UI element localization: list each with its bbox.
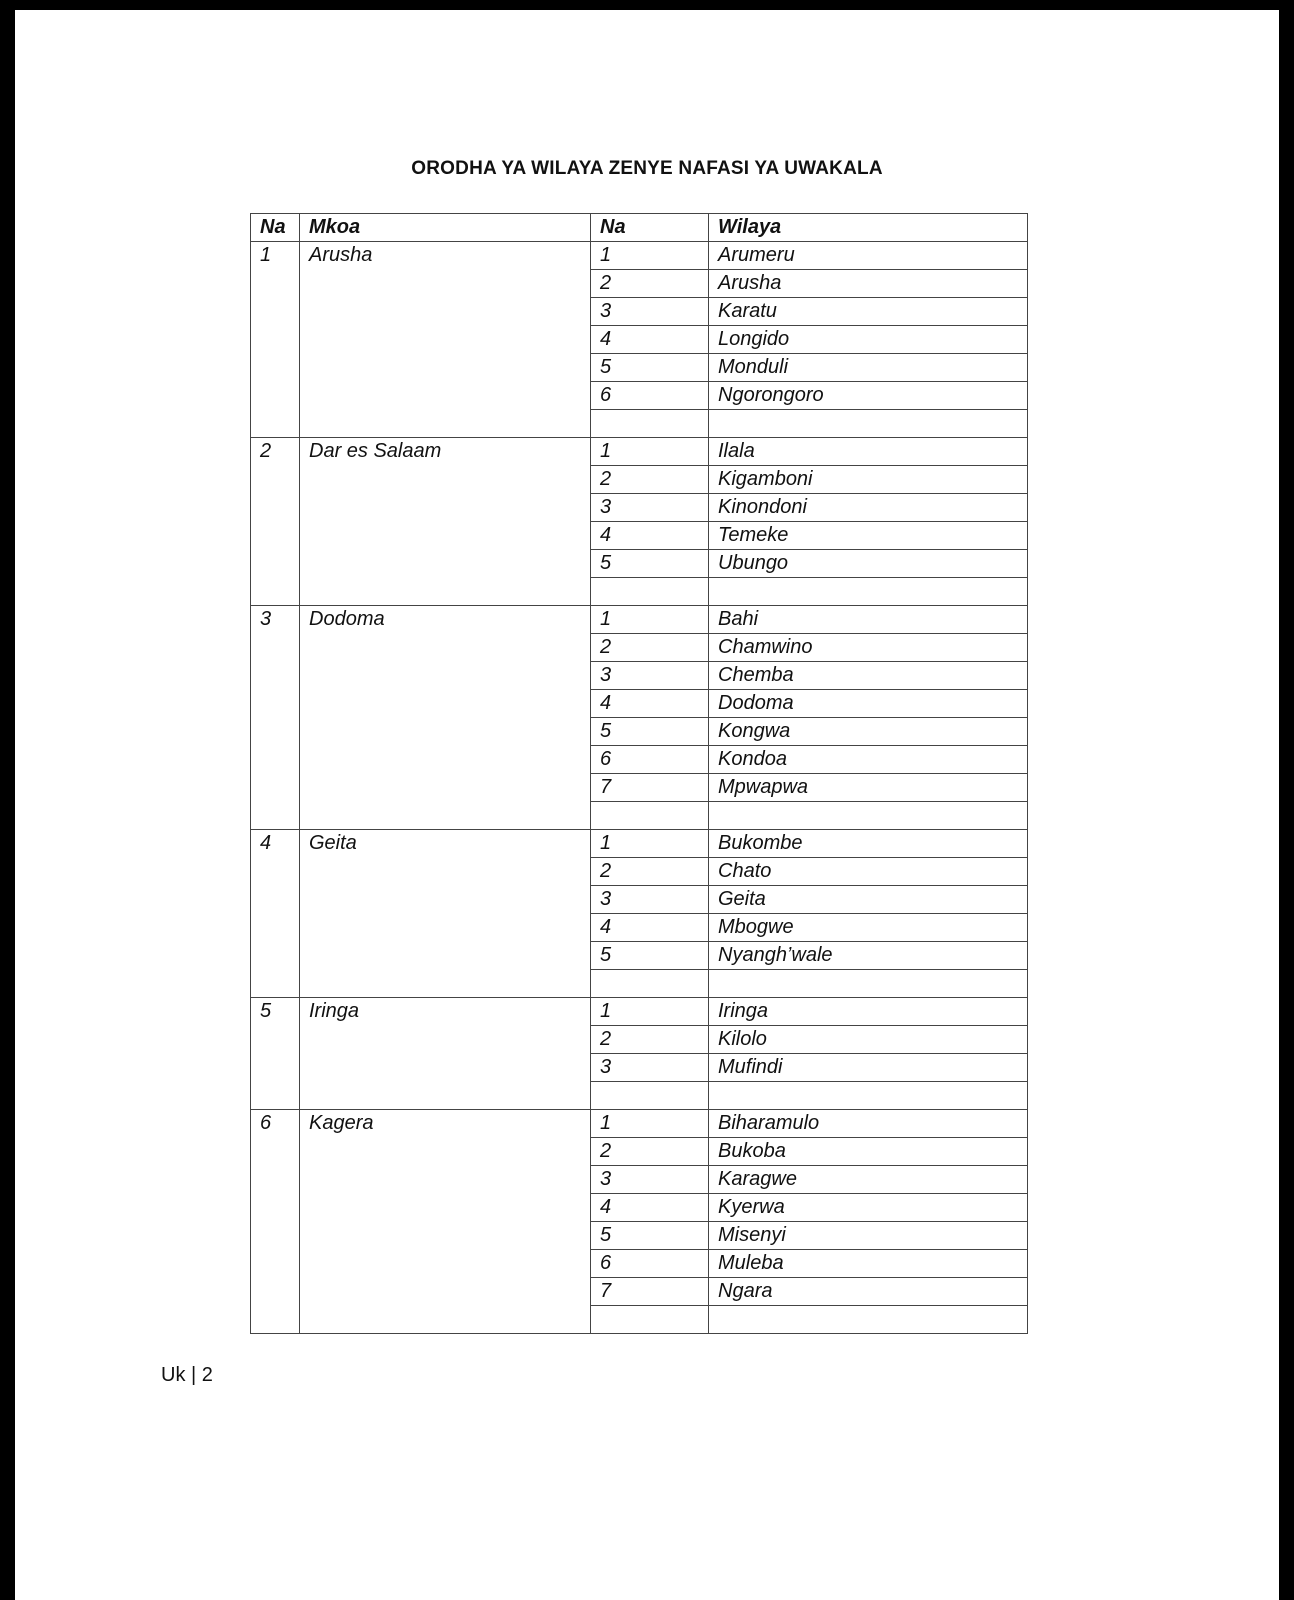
region-number: 2: [251, 438, 300, 606]
district-number: 3: [591, 1166, 709, 1194]
header-region: Mkoa: [300, 214, 591, 242]
empty-cell: [709, 578, 1028, 606]
district-name: Dodoma: [709, 690, 1028, 718]
district-name: Misenyi: [709, 1222, 1028, 1250]
district-name: Karagwe: [709, 1166, 1028, 1194]
district-number: 2: [591, 858, 709, 886]
district-name: Biharamulo: [709, 1110, 1028, 1138]
district-number: 1: [591, 830, 709, 858]
region-name: Kagera: [300, 1110, 591, 1334]
region-name: Arusha: [300, 242, 591, 438]
district-name: Kinondoni: [709, 494, 1028, 522]
district-number: 2: [591, 1026, 709, 1054]
region-name: Iringa: [300, 998, 591, 1110]
district-name: Chemba: [709, 662, 1028, 690]
district-number: 7: [591, 774, 709, 802]
header-district: Wilaya: [709, 214, 1028, 242]
district-name: Arumeru: [709, 242, 1028, 270]
district-name: Kondoa: [709, 746, 1028, 774]
district-number: 1: [591, 1110, 709, 1138]
district-number: 4: [591, 522, 709, 550]
district-number: 6: [591, 382, 709, 410]
empty-cell: [709, 1082, 1028, 1110]
district-number: 1: [591, 998, 709, 1026]
district-number: 2: [591, 466, 709, 494]
region-name: Geita: [300, 830, 591, 998]
empty-cell: [709, 1306, 1028, 1334]
district-number: 3: [591, 494, 709, 522]
district-name: Ilala: [709, 438, 1028, 466]
empty-cell: [591, 970, 709, 998]
district-number: 1: [591, 606, 709, 634]
district-number: 5: [591, 354, 709, 382]
district-name: Geita: [709, 886, 1028, 914]
empty-cell: [709, 802, 1028, 830]
empty-cell: [591, 1306, 709, 1334]
header-district-number: Na: [591, 214, 709, 242]
empty-cell: [709, 410, 1028, 438]
region-name: Dodoma: [300, 606, 591, 830]
district-name: Kilolo: [709, 1026, 1028, 1054]
district-name: Chato: [709, 858, 1028, 886]
district-name: Nyangh’wale: [709, 942, 1028, 970]
empty-cell: [709, 970, 1028, 998]
district-name: Mbogwe: [709, 914, 1028, 942]
district-name: Iringa: [709, 998, 1028, 1026]
district-name: Mufindi: [709, 1054, 1028, 1082]
district-number: 3: [591, 298, 709, 326]
district-name: Bukombe: [709, 830, 1028, 858]
district-number: 2: [591, 1138, 709, 1166]
district-name: Bahi: [709, 606, 1028, 634]
table-row: [251, 242, 1028, 270]
district-number: 4: [591, 914, 709, 942]
district-name: Kigamboni: [709, 466, 1028, 494]
table-row: [251, 1110, 1028, 1138]
region-number: 3: [251, 606, 300, 830]
district-number: 3: [591, 886, 709, 914]
table-header-row: [251, 214, 1028, 242]
empty-cell: [591, 1082, 709, 1110]
document-title: ORODHA YA WILAYA ZENYE NAFASI YA UWAKALA: [411, 158, 883, 179]
district-number: 2: [591, 270, 709, 298]
district-name: Mpwapwa: [709, 774, 1028, 802]
district-name: Kyerwa: [709, 1194, 1028, 1222]
district-number: 6: [591, 1250, 709, 1278]
district-number: 1: [591, 242, 709, 270]
empty-cell: [591, 410, 709, 438]
district-number: 3: [591, 1054, 709, 1082]
district-name: Ngorongoro: [709, 382, 1028, 410]
district-name: Ubungo: [709, 550, 1028, 578]
document-page: [15, 10, 1279, 1600]
table-row: [251, 606, 1028, 634]
district-number: 1: [591, 438, 709, 466]
region-number: 4: [251, 830, 300, 998]
page-number: Uk | 2: [161, 1364, 213, 1386]
empty-cell: [591, 802, 709, 830]
district-number: 7: [591, 1278, 709, 1306]
district-name: Monduli: [709, 354, 1028, 382]
district-name: Longido: [709, 326, 1028, 354]
district-number: 3: [591, 662, 709, 690]
districts-table: [250, 213, 1028, 1334]
region-number: 6: [251, 1110, 300, 1334]
district-name: Muleba: [709, 1250, 1028, 1278]
region-number: 5: [251, 998, 300, 1110]
district-name: Kongwa: [709, 718, 1028, 746]
district-number: 6: [591, 746, 709, 774]
district-number: 5: [591, 942, 709, 970]
table-body: [251, 242, 1028, 1334]
table-row: [251, 438, 1028, 466]
district-number: 5: [591, 1222, 709, 1250]
district-number: 2: [591, 634, 709, 662]
district-number: 5: [591, 550, 709, 578]
region-name: Dar es Salaam: [300, 438, 591, 606]
district-number: 4: [591, 326, 709, 354]
district-number: 4: [591, 690, 709, 718]
district-number: 4: [591, 1194, 709, 1222]
district-name: Arusha: [709, 270, 1028, 298]
district-name: Bukoba: [709, 1138, 1028, 1166]
region-number: 1: [251, 242, 300, 438]
header-region-number: Na: [251, 214, 300, 242]
district-name: Ngara: [709, 1278, 1028, 1306]
district-name: Temeke: [709, 522, 1028, 550]
district-name: Chamwino: [709, 634, 1028, 662]
empty-cell: [591, 578, 709, 606]
district-name: Karatu: [709, 298, 1028, 326]
table-row: [251, 998, 1028, 1026]
table-row: [251, 830, 1028, 858]
district-number: 5: [591, 718, 709, 746]
